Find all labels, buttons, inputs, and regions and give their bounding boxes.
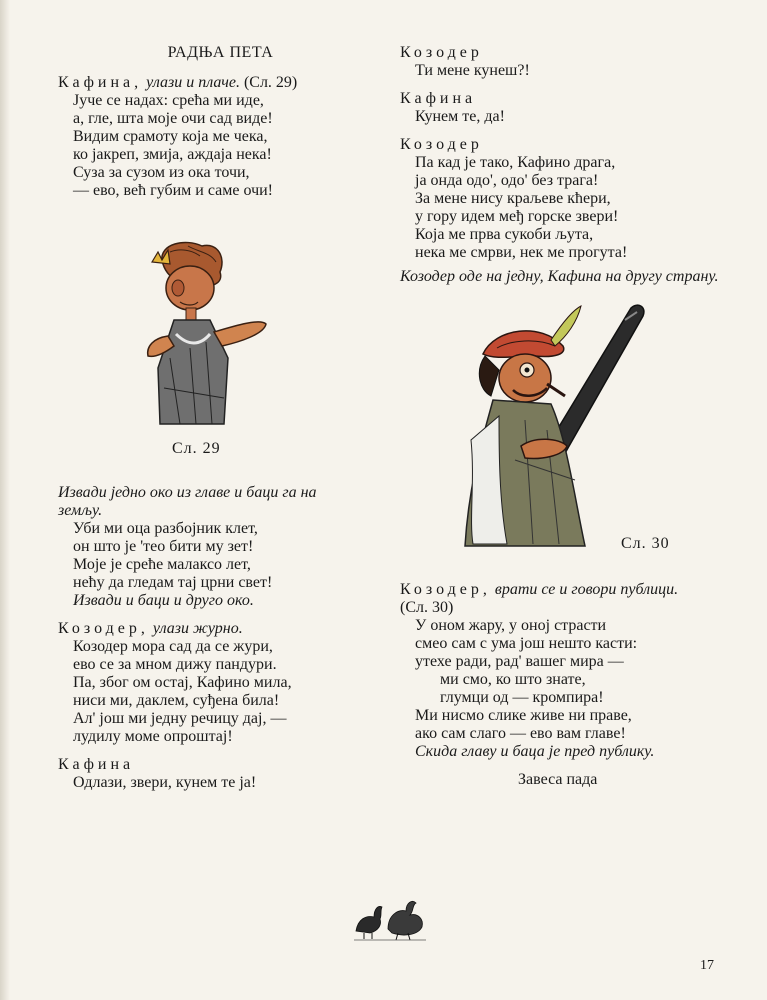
verse-line: Уби ми оца разбојник клет,: [73, 520, 258, 537]
stage-direction: врати се и говори публици.: [494, 581, 679, 598]
verse-line: Јуче се надах: срећа ми иде,: [73, 92, 264, 109]
speaker-name: Кафина: [400, 90, 477, 107]
verse-line: Ти мене кунеш?!: [415, 62, 530, 79]
verse-line: За мене нису краљеве кћери,: [415, 190, 611, 207]
verse-line: ево се за мном дижу пандури.: [73, 656, 277, 673]
figure-ref: (Сл. 29): [243, 74, 298, 91]
page-spine-shadow: [0, 0, 10, 1000]
verse-line: Козодер мора сад да се жури,: [73, 638, 273, 655]
speaker-name: Кафина: [58, 756, 135, 773]
stage-direction: Козодер оде на једну, Кафина на другу страну.: [400, 268, 719, 285]
left-column-lower: [58, 484, 343, 802]
speech-kozoder-4: [400, 581, 720, 761]
stage-direction: Извади и баци и друго око.: [73, 592, 254, 609]
speaker-name: Козодер: [400, 44, 483, 61]
verse-line: ја онда одо', одо' без трага!: [415, 172, 599, 189]
verse-line: Па, због ом остај, Кафино мила,: [73, 674, 292, 691]
verse-line: глумци од — кромпира!: [440, 689, 604, 706]
speech-kozoder-3: [400, 136, 720, 286]
speaker-name: Козодер,: [400, 581, 491, 598]
act-heading: РАДЊА ПЕТА: [167, 44, 274, 61]
stage-direction: Скида главу и баца је пред публику.: [415, 743, 655, 760]
verse-line: а, гле, шта моје очи сад виде!: [73, 110, 273, 127]
speaker-name: Козодер,: [58, 620, 149, 637]
stage-direction: Извади једно око из главе и баци га на земљу.: [58, 484, 317, 519]
speech-kozoder-2: [400, 44, 720, 80]
speech-header: [400, 581, 720, 599]
roosters-vignette-icon: [352, 895, 428, 941]
speech-header: [58, 74, 343, 92]
verse-line: Кунем те, да!: [415, 108, 505, 125]
verse-line: Видим срамоту која ме чека,: [73, 128, 268, 145]
verse-line: ако сам слаго — ево вам главе!: [415, 725, 626, 742]
speech-kafina-4: [400, 90, 720, 126]
speech-kafina-2: [58, 484, 343, 610]
verse-line: Ал' још ми једну речицу дај, —: [73, 710, 287, 727]
verse-line: ниси ми, даклем, суђена била!: [73, 692, 280, 709]
verse-line: у гору идем међ горске звери!: [415, 208, 619, 225]
verse-line: Моје је среће малаксо лет,: [73, 556, 251, 573]
curtain-falls-text: Завеса пада: [518, 771, 598, 788]
verse-line: Ми нисмо слике живе ни праве,: [415, 707, 632, 724]
right-column: [400, 44, 720, 296]
stage-direction: улази журно.: [152, 620, 243, 637]
verse-line: утехе ради, рад' вашег мира —: [415, 653, 624, 670]
verse-line: ко јакреп, змија, аждаја нека!: [73, 146, 272, 163]
page-number: 17: [700, 958, 714, 973]
verse-line: он што је 'тео бити му зет!: [73, 538, 254, 555]
figure-ref: (Сл. 30): [400, 599, 454, 616]
verse-line: лудилу моме опроштај!: [73, 728, 233, 745]
verse-line: нека ме смрви, нек ме прогута!: [415, 244, 628, 261]
speech-kozoder-1: [58, 620, 343, 746]
speech-header: [58, 620, 343, 638]
puppet-kafina-illustration: [140, 238, 270, 428]
right-column-lower: [400, 581, 720, 789]
stage-direction: улази и плаче.: [146, 74, 240, 91]
speech-kafina-3: [58, 756, 343, 792]
figure-30-caption: Сл. 30: [621, 535, 670, 552]
puppet-kozoder-illustration: [455, 300, 655, 552]
figure-29-caption: Сл. 29: [172, 440, 221, 457]
verse-line: Која ме прва сукоби љута,: [415, 226, 594, 243]
speaker-name: Кафина,: [58, 74, 143, 91]
left-column: [58, 44, 343, 210]
verse-line: нећу да гледам тај црни свет!: [73, 574, 273, 591]
verse-line: Па кад је тако, Кафино драга,: [415, 154, 616, 171]
verse-line: Одлази, звери, кунем те ја!: [73, 774, 257, 791]
speaker-name: Козодер: [400, 136, 483, 153]
speech-kafina-1: [58, 74, 343, 200]
verse-line: ми смо, ко што знате,: [440, 671, 586, 688]
verse-line: смео сам с ума још нешто касти:: [415, 635, 638, 652]
verse-line: — ево, већ губим и саме очи!: [73, 182, 273, 199]
verse-line: Суза за сузом из ока точи,: [73, 164, 250, 181]
verse-line: У оном жару, у оној страсти: [415, 617, 607, 634]
